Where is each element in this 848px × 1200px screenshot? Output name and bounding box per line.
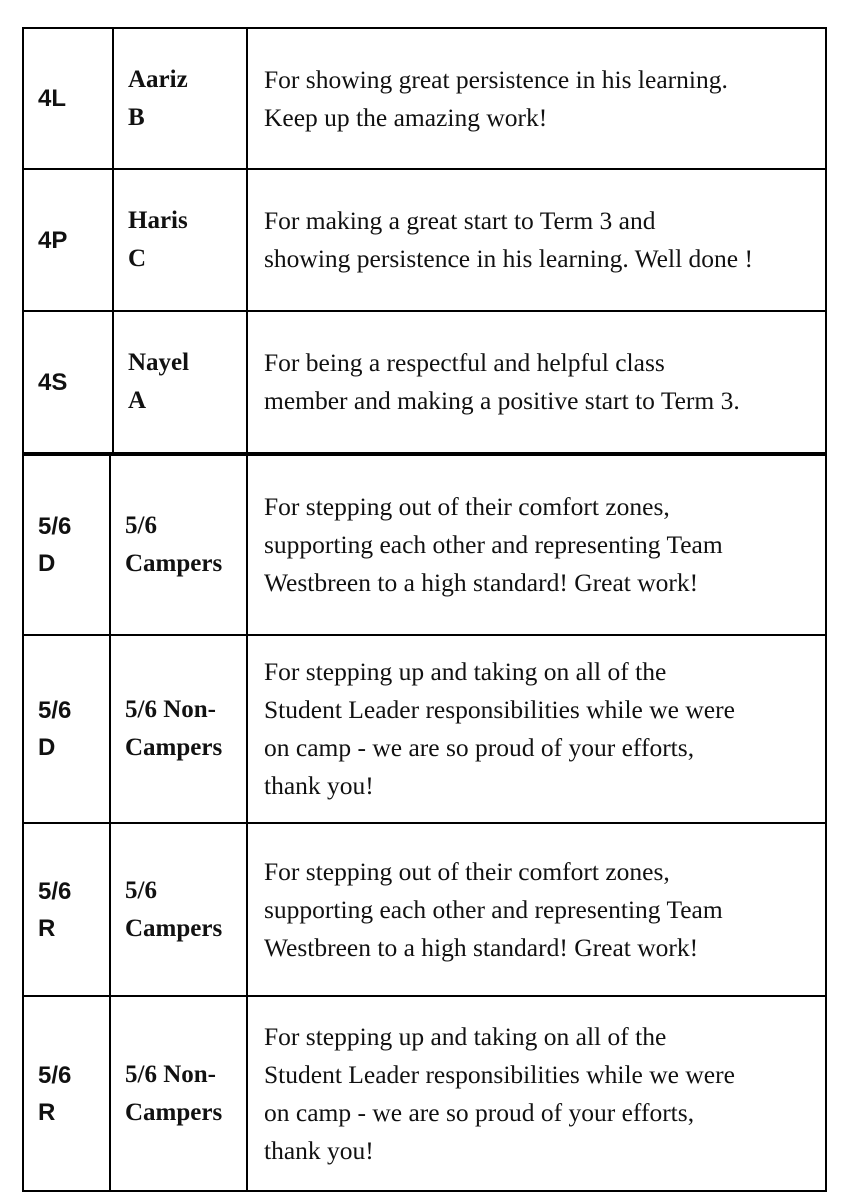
message-cell: [248, 997, 825, 1190]
class-label: 5/6 R: [38, 877, 72, 942]
table-row: [24, 636, 825, 824]
award-message: For being a respectful and helpful class member and making a positive start to Term 3.: [264, 348, 740, 415]
student-name: Nayel A: [128, 349, 190, 414]
class-cell: [24, 456, 111, 634]
awards-table: [22, 27, 827, 1192]
name-cell: [114, 170, 248, 310]
name-cell: [111, 636, 248, 822]
class-label: 5/6 D: [38, 697, 72, 761]
student-name: 5/6 Campers: [125, 512, 223, 577]
class-label: 5/6 R: [38, 1061, 72, 1126]
student-name: 5/6 Non- Campers: [125, 696, 223, 761]
message-cell: [248, 29, 825, 168]
class-cell: [24, 29, 114, 168]
name-cell: [111, 456, 248, 634]
award-message: For stepping up and taking on all of the Student Leader responsibilities while we were on camp - we are so proud of your efforts, thank you!: [264, 657, 735, 800]
class-label: 4L: [38, 85, 67, 112]
table-row: [24, 824, 825, 997]
class-cell: [24, 997, 111, 1190]
table-row: [24, 997, 825, 1190]
table-row: [24, 29, 825, 170]
award-message: For stepping up and taking on all of the Student Leader responsibilities while we were on camp - we are so proud of your efforts, thank you!: [264, 1021, 735, 1165]
student-name: Aariz B: [128, 65, 188, 131]
student-name: Haris C: [128, 207, 188, 272]
award-message: For making a great start to Term 3 and showing persistence in his learning. Well done !: [264, 206, 753, 273]
name-cell: [114, 312, 248, 452]
message-cell: [248, 636, 825, 822]
class-cell: [24, 824, 111, 995]
class-label: 4S: [38, 368, 68, 396]
class-label: 5/6 D: [38, 513, 72, 577]
class-cell: [24, 312, 114, 452]
name-cell: [111, 824, 248, 995]
table-row: [24, 312, 825, 456]
class-label: 4P: [38, 226, 68, 254]
award-message: For stepping out of their comfort zones, supporting each other and representing Team Westbreen to a high standard! Great work!: [264, 856, 723, 962]
class-cell: [24, 170, 114, 310]
message-cell: [248, 824, 825, 995]
student-name: 5/6 Campers: [125, 876, 223, 942]
message-cell: [248, 170, 825, 310]
message-cell: [248, 312, 825, 452]
table-row: [24, 170, 825, 312]
award-message: For showing great persistence in his learning. Keep up the amazing work!: [264, 64, 728, 132]
name-cell: [111, 997, 248, 1190]
award-message: For stepping out of their comfort zones, supporting each other and representing Team Westbreen to a high standard! Great work!: [264, 492, 723, 597]
table-row: [24, 456, 825, 636]
message-cell: [248, 456, 825, 634]
student-name: 5/6 Non- Campers: [125, 1060, 223, 1126]
name-cell: [114, 29, 248, 168]
class-cell: [24, 636, 111, 822]
